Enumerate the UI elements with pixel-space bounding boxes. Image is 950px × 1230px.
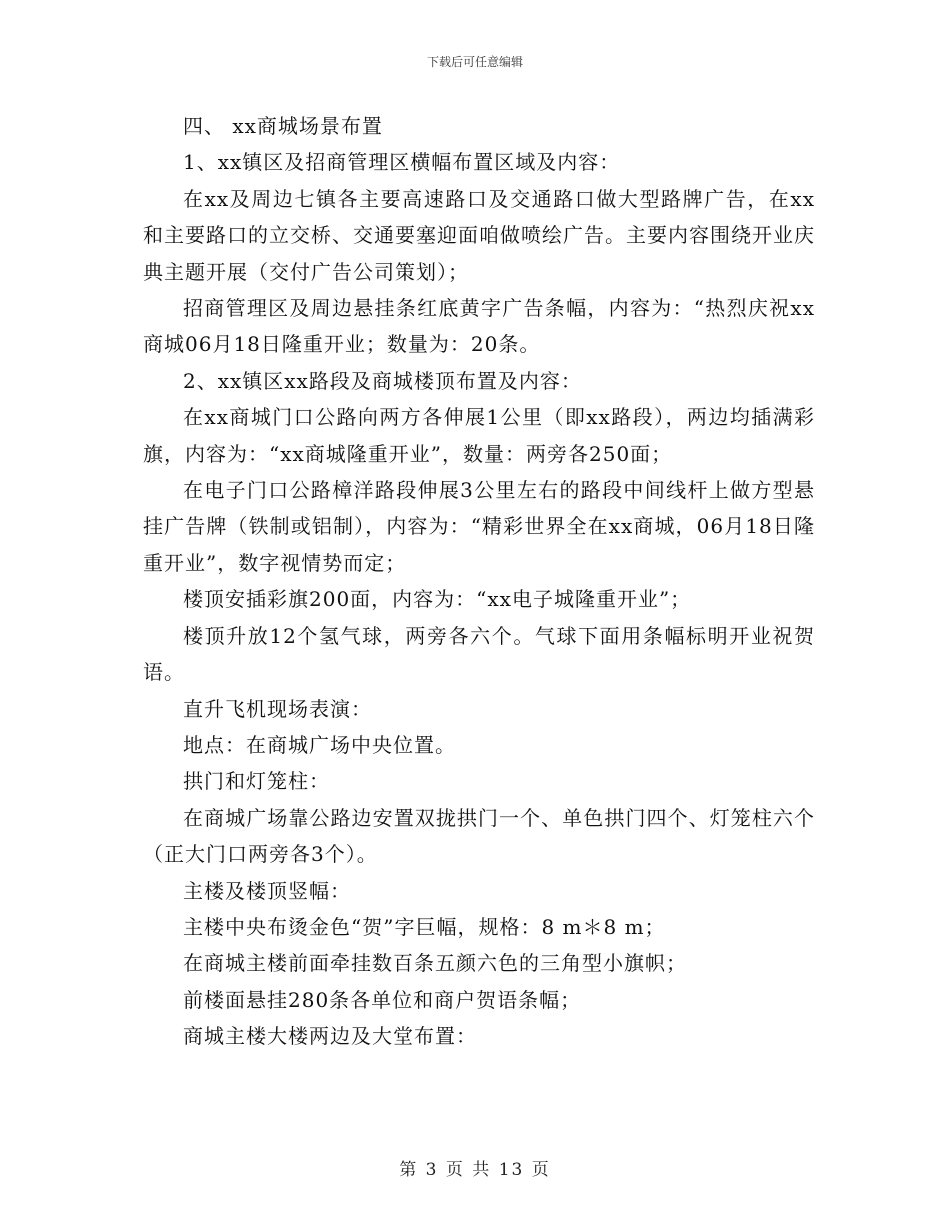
paragraph: 在xx商城门口公路向两方各伸展1公里（即xx路段），两边均插满彩旗，内容为：“xx商城隆重开业”，数量：两旁各250面； bbox=[143, 405, 815, 466]
paragraph: 在商城广场靠公路边安置双拢拱门一个、单色拱门四个、灯笼柱六个（正大门口两旁各3个）。 bbox=[143, 805, 815, 867]
paragraph: 前楼面悬挂280条各单位和商户贺语条幅； bbox=[183, 987, 582, 1012]
paragraph: 在电子门口公路樟洋路段伸展3公里左右的路段中间线杆上做方型悬挂广告牌（铁制或铝制），内容为：“精彩世界全在xx商城，06月18日隆重开业”，数字视情势而定； bbox=[143, 478, 815, 575]
paragraph: 楼顶升放12个氢气球，两旁各六个。气球下面用条幅标明开业祝贺语。 bbox=[143, 623, 815, 685]
section-heading: 四、 xx商城场景布置 bbox=[183, 114, 383, 138]
paragraph: 楼顶安插彩旗200面，内容为：“xx电子城隆重开业”； bbox=[183, 587, 692, 612]
paragraph: 在xx及周边七镇各主要高速路口及交通路口做大型路牌广告，在xx和主要路口的立交桥、交通要塞迎面咱做喷绘广告。主要内容围绕开业庆典主题开展（交付广告公司策划）； bbox=[143, 186, 815, 284]
paragraph: 地点：在商城广场中央位置。 bbox=[183, 732, 456, 757]
item-heading: 主楼及楼顶竖幅： bbox=[183, 878, 351, 903]
page-header: 下载后可任意编辑 bbox=[426, 55, 523, 69]
subsection-heading: 2、xx镇区xx路段及商城楼顶布置及内容： bbox=[183, 368, 582, 393]
item-heading: 拱门和灯笼柱： bbox=[183, 769, 330, 794]
item-heading: 商城主楼大楼两边及大堂布置： bbox=[183, 1024, 477, 1049]
document-body bbox=[143, 108, 815, 1055]
paragraph: 在商城主楼前面牵挂数百条五颜六色的三角型小旗帜； bbox=[183, 951, 687, 976]
page-number-footer: 第 3 页 共 13 页 bbox=[399, 1160, 551, 1180]
item-heading: 直升飞机现场表演： bbox=[183, 696, 372, 721]
paragraph: 主楼中央布烫金色“贺”字巨幅，规格：8 m＊8 m； bbox=[183, 914, 666, 939]
subsection-heading: 1、xx镇区及招商管理区横幅布置区域及内容： bbox=[183, 150, 621, 175]
paragraph: 招商管理区及周边悬挂条红底黄字广告条幅，内容为：“热烈庆祝xx商城06月18日隆重开业；数量为：20条。 bbox=[143, 296, 815, 357]
